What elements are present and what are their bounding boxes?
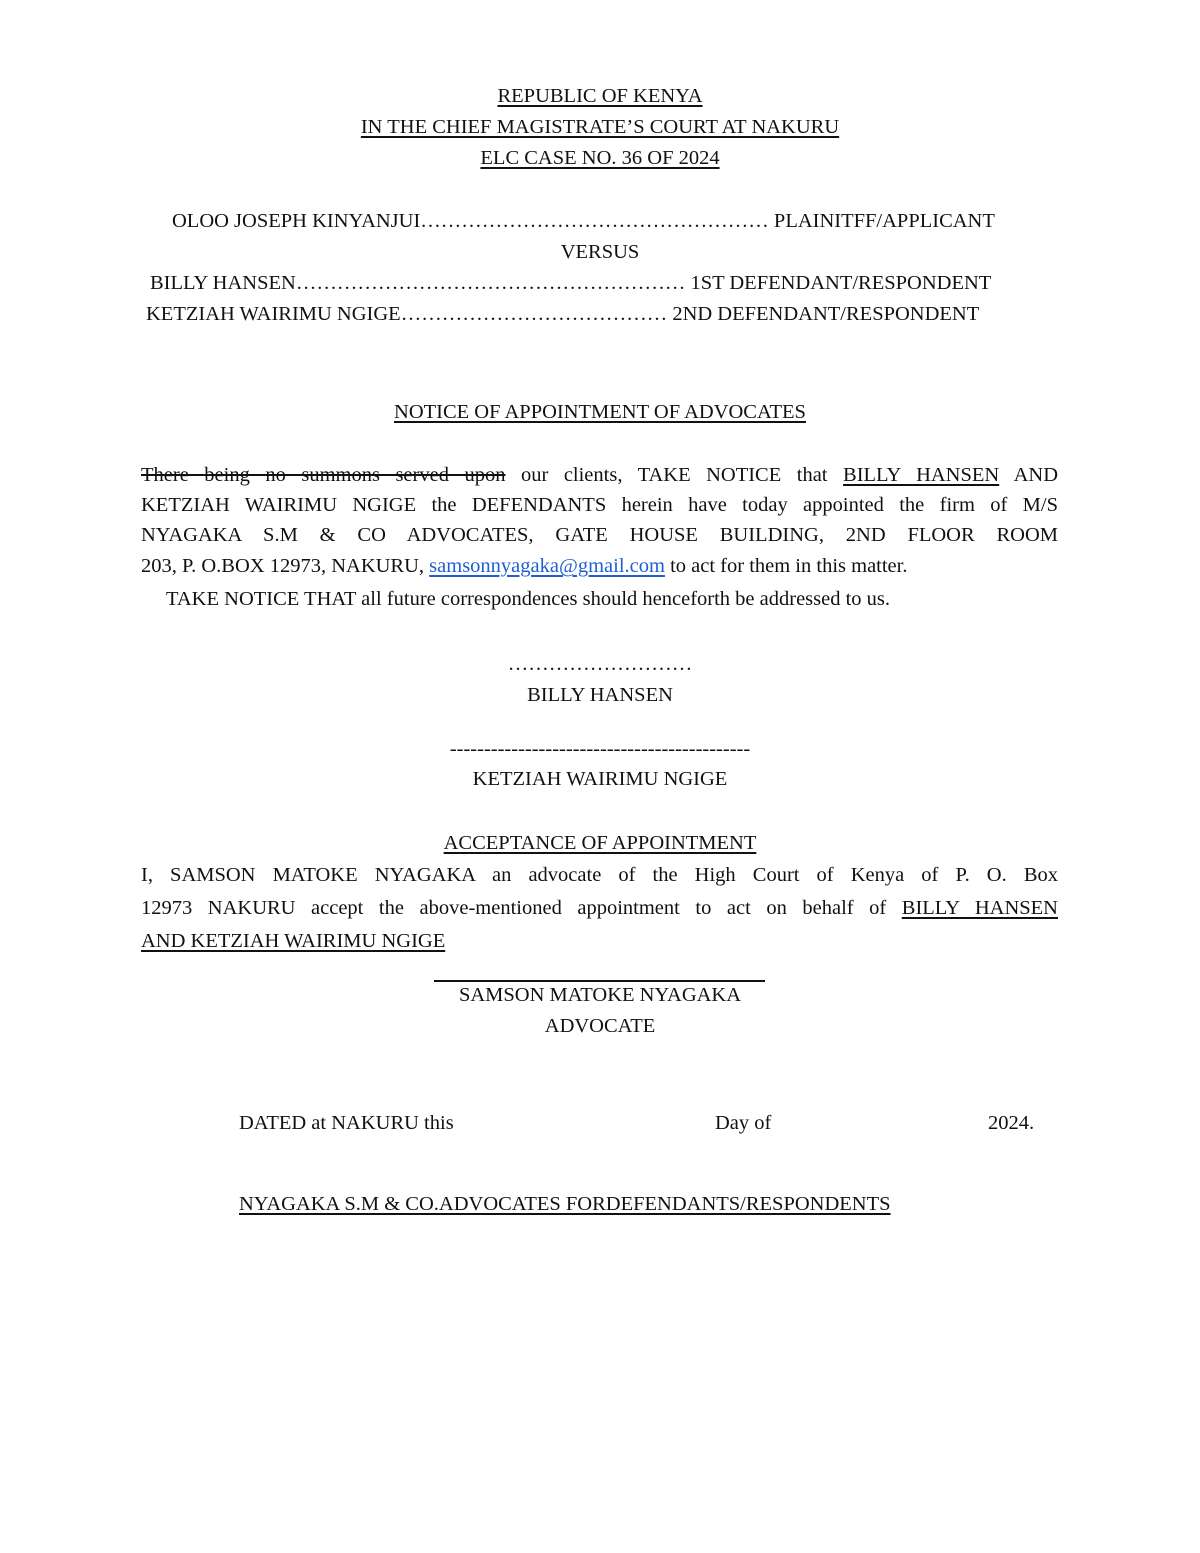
advocate-title <box>0 1011 1200 1042</box>
notice-paragraph-line-5 <box>166 584 890 615</box>
notice-line2-text: KETZIAH WAIRIMU NGIGE the DEFENDANTS herein have today appointed the firm of M/S <box>141 494 1058 516</box>
notice-title <box>0 397 1200 428</box>
signature-dots: ……………………… <box>507 653 693 675</box>
notice-line5-text: TAKE NOTICE THAT all future correspondences should henceforth be addressed to us. <box>166 588 891 610</box>
advocate-name-text: SAMSON MATOKE NYAGAKA <box>458 984 742 1006</box>
advocate-name <box>0 980 1200 1011</box>
court-heading <box>0 112 1200 143</box>
acceptance-line1-text: I, SAMSON MATOKE NYAGAKA an advocate of the High Court of Kenya of P. O. Box <box>141 864 1058 886</box>
notice-paragraph-line-2 <box>141 490 1058 521</box>
acceptance-title-text: ACCEPTANCE OF APPOINTMENT <box>443 832 757 854</box>
acceptance-line-2 <box>141 893 1058 924</box>
case-number <box>0 143 1200 174</box>
email-link[interactable]: samsonnyagaka@gmail.com <box>429 555 665 577</box>
notice-paragraph-line-4 <box>141 551 907 582</box>
struck-text: There being no summons served upon <box>141 464 506 486</box>
acceptance-line-3 <box>141 926 445 957</box>
acceptance-title <box>0 828 1200 859</box>
dated-part-1-text: DATED at NAKURU this <box>239 1112 454 1134</box>
versus-line <box>0 237 1200 268</box>
plaintiff-line <box>172 206 995 237</box>
dated-part-3-text: 2024. <box>988 1112 1035 1134</box>
dated-part-1 <box>239 1108 454 1139</box>
signature-dots-line <box>0 649 1200 680</box>
dated-part-3 <box>988 1108 1034 1139</box>
plaintiff-name: OLOO JOSEPH KINYANJUI <box>172 210 421 232</box>
notice-line4-start: 203, P. O.BOX 12973, NAKURU, <box>141 555 425 577</box>
plaintiff-role: PLAINITFF/APPLICANT <box>773 210 995 232</box>
notice-line1-text: our clients, TAKE NOTICE that <box>520 464 828 486</box>
republic-heading <box>0 81 1200 112</box>
republic-heading-text: REPUBLIC OF KENYA <box>497 85 703 107</box>
signature-name-2 <box>0 764 1200 795</box>
acceptance-line2-start: 12973 NAKURU accept the above-mentioned appointment to act on behalf of <box>141 897 887 919</box>
case-number-text: ELC CASE NO. 36 OF 2024 <box>480 147 720 169</box>
plaintiff-dots: …………………………………………… <box>420 210 769 232</box>
signature-name-2-text: KETZIAH WAIRIMU NGIGE <box>472 768 728 790</box>
acceptance-line2-underlined: BILLY HANSEN <box>901 897 1058 919</box>
versus-text: VERSUS <box>560 241 640 263</box>
defendant1-role: 1ST DEFENDANT/RESPONDENT <box>690 272 992 294</box>
notice-defendant-name: BILLY HANSEN <box>843 464 1000 486</box>
notice-title-text: NOTICE OF APPOINTMENT OF ADVOCATES <box>394 401 806 423</box>
notice-line3-text: NYAGAKA S.M & CO ADVOCATES, GATE HOUSE BUILDING, 2ND FLOOR ROOM <box>141 524 1058 546</box>
signature-dash-line <box>0 734 1200 765</box>
defendant2-name: KETZIAH WAIRIMU NGIGE <box>146 303 401 325</box>
acceptance-line3-underlined: AND KETZIAH WAIRIMU NGIGE <box>141 930 446 952</box>
defendant2-role: 2ND DEFENDANT/RESPONDENT <box>672 303 980 325</box>
dated-part-2 <box>715 1108 771 1139</box>
dated-part-2-text: Day of <box>715 1112 772 1134</box>
advocate-title-text: ADVOCATE <box>544 1015 656 1037</box>
notice-line4-end: to act for them in this matter. <box>670 555 908 577</box>
notice-paragraph-line-3 <box>141 520 1058 551</box>
signature-name-1 <box>0 680 1200 711</box>
defendant2-dots: ………………………………… <box>400 303 668 325</box>
notice-paragraph-line-1 <box>141 460 1058 491</box>
firm-footer <box>239 1189 891 1220</box>
notice-line1-end: AND <box>1013 464 1059 486</box>
defendant1-dots: ………………………………………………… <box>295 272 686 294</box>
defendant1-line <box>150 268 991 299</box>
acceptance-line-1 <box>141 860 1058 891</box>
defendant1-name: BILLY HANSEN <box>150 272 296 294</box>
firm-footer-text: NYAGAKA S.M & CO.ADVOCATES FORDEFENDANTS/RESPONDENTS <box>239 1193 891 1215</box>
signature-name-1-text: BILLY HANSEN <box>527 684 673 706</box>
defendant2-line <box>146 299 979 330</box>
signature-dashes: -------------------------------------------- <box>449 738 751 760</box>
court-heading-text: IN THE CHIEF MAGISTRATE’S COURT AT NAKURU <box>360 116 840 138</box>
